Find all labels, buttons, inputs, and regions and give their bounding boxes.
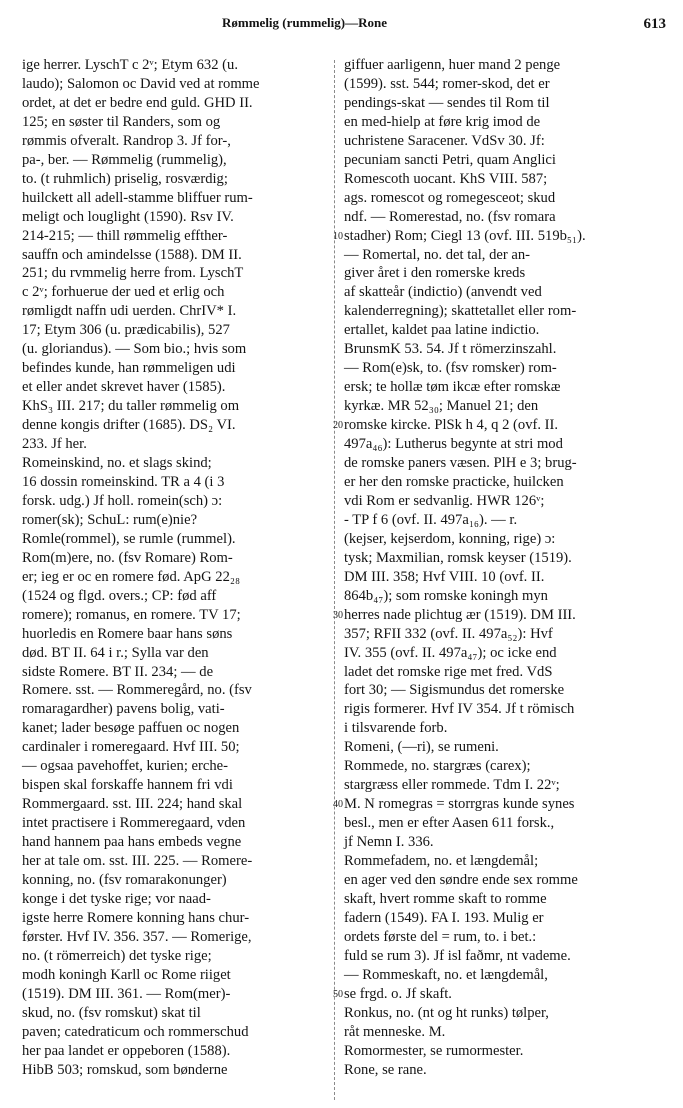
text-line (344, 416, 668, 435)
line-text: ersk; te hollæ tøm ikcæ efter romskæ (344, 379, 561, 396)
text-line (22, 246, 328, 265)
text-line (344, 1023, 668, 1042)
line-text: bispen skal forskaffe hannem fri vdi (22, 777, 233, 794)
line-text: ertallet, kaldet paa latine indictio. (344, 322, 540, 339)
text-line (344, 94, 668, 113)
line-text: giver året i den romerske kreds (344, 265, 526, 282)
text-line (344, 113, 668, 132)
text-line (344, 511, 668, 530)
line-text: 17; Etym 306 (u. prædicabilis), 527 (22, 322, 230, 339)
line-text: stadher) Rom; Ciegl 13 (ovf. III. 519b₅₁). (344, 227, 586, 244)
line-text: M. N romegras = storrgras kunde synes (344, 796, 575, 813)
text-line (22, 871, 328, 890)
text-line (344, 435, 668, 454)
running-head (0, 14, 683, 36)
line-text: stargræss eller rommede. Tdm I. 22ᵛ; (344, 777, 560, 794)
line-text: 864b₄₇); som romske koningh myn (344, 587, 548, 604)
line-text: konge i det tyske rige; vor naad- (22, 890, 211, 907)
line-text: intet practisere i Rommeregaard, vden (22, 815, 246, 832)
line-text: c 2ᵛ; forhuerue der ued et erlig och (22, 284, 225, 301)
text-line (344, 966, 668, 985)
text-line (22, 625, 328, 644)
line-text: igste herre Romere konning hans chur- (22, 909, 250, 926)
line-text: (1519). DM III. 361. — Rom(mer)- (22, 985, 231, 1002)
text-line (344, 1004, 668, 1023)
line-text: 125; en søster til Randers, som og (22, 113, 221, 130)
text-line (22, 833, 328, 852)
line-number: 40 (333, 799, 343, 811)
text-line (22, 56, 328, 75)
text-line (344, 75, 668, 94)
text-line (22, 321, 328, 340)
line-text: (1599). sst. 544; romer-skod, det er (344, 75, 550, 92)
text-line (344, 283, 668, 302)
line-text: skaft, hvert romme skaft to romme (344, 890, 547, 907)
text-line (344, 227, 668, 246)
line-text: se frgd. o. Jf skaft. (344, 985, 452, 1002)
line-text: pa-, ber. — Rømmelig (rummelig), (22, 151, 227, 168)
text-line (22, 719, 328, 738)
text-line (344, 56, 668, 75)
line-text: pecuniam sancti Petri, quam Anglici (344, 151, 556, 168)
line-text: Rommergaard. sst. III. 224; hand skal (22, 796, 243, 813)
line-text: Romle(rommel), se rumle (rummel). (22, 530, 236, 547)
line-text: — Romertal, no. det tal, der an- (344, 246, 531, 263)
line-text: Rone, se rane. (344, 1061, 427, 1078)
left-column (22, 56, 328, 1079)
text-line (344, 644, 668, 663)
line-text: — ogsaa pavehoffet, kurien; erche- (22, 758, 228, 775)
line-text: vdi Rom er sedvanlig. HWR 126ᵛ; (344, 492, 545, 509)
text-line (344, 587, 668, 606)
text-line (22, 985, 328, 1004)
text-line (344, 757, 668, 776)
line-text: laudo); Salomon oc David ved at romme (22, 75, 260, 92)
text-line (22, 663, 328, 682)
text-line (22, 587, 328, 606)
text-line (22, 227, 328, 246)
text-line (22, 340, 328, 359)
text-line (22, 1004, 328, 1023)
line-text: BrunsmK 53. 54. Jf t römerzinszahl. (344, 341, 557, 358)
text-line (22, 189, 328, 208)
line-text: meligt och louglight (1590). Rsv IV. (22, 208, 234, 225)
line-text: et eller andet skrevet haver (1585). (22, 379, 226, 396)
line-text: her paa landet er oppeboren (1588). (22, 1042, 231, 1059)
line-number: 10 (333, 230, 343, 242)
line-text: romaragardher) pavens bolig, vati- (22, 701, 225, 718)
text-line (344, 132, 668, 151)
line-number: 30 (333, 609, 343, 621)
line-text: hand hannem paa hans embeds vegne (22, 834, 242, 851)
line-text: de romske paners væsen. PlH e 3; brug- (344, 455, 577, 472)
line-text: skud, no. (fsv romskut) skat til (22, 1004, 201, 1021)
line-text: KhS₃ III. 217; du taller rømmelig om (22, 398, 240, 415)
line-text: kanet; lader besøge paffuen oc nogen (22, 720, 240, 737)
text-line (344, 890, 668, 909)
text-line (22, 776, 328, 795)
line-text: sidste Romere. BT II. 234; — de (22, 663, 214, 680)
text-line (22, 113, 328, 132)
line-text: tysk; Maxmilian, romsk keyser (1519). (344, 549, 572, 566)
column-divider (334, 60, 335, 1100)
text-line (22, 1061, 328, 1080)
text-line (344, 985, 668, 1004)
text-line (22, 492, 328, 511)
line-text: ige herrer. LyschT c 2ᵛ; Etym 632 (u. (22, 57, 238, 73)
right-column (344, 56, 668, 1079)
text-line (344, 700, 668, 719)
line-text: (kejser, kejserdom, konning, rige) ɔ: (344, 530, 556, 547)
text-line (22, 208, 328, 227)
line-text: Ronkus, no. (nt og ht runks) tølper, (344, 1004, 549, 1021)
text-line (22, 947, 328, 966)
text-line (22, 568, 328, 587)
line-text: denne kongis drifter (1685). DS₂ VI. (22, 417, 236, 434)
line-text: Rommefadem, no. et længdemål; (344, 853, 539, 870)
line-text: rigis formerer. Hvf IV 354. Jf t römisch (344, 701, 575, 718)
line-text: 251; du rvmmelig herre from. LyschT (22, 265, 244, 282)
text-line (344, 321, 668, 340)
text-line (344, 473, 668, 492)
line-text: romske kircke. PlSk h 4, q 2 (ovf. II. (344, 417, 559, 434)
text-line (22, 814, 328, 833)
line-text: i tilsvarende forb. (344, 720, 448, 737)
line-text: (u. gloriandus). — Som bio.; hvis som (22, 341, 247, 358)
line-text: er; ieg er oc en romere fød. ApG 22₂₈ (22, 568, 241, 585)
text-line (344, 871, 668, 890)
line-text: fuld se rum 3). Jf isl faðmr, nt vademe. (344, 947, 571, 964)
line-text: huorledis en Romere baar hans søns (22, 625, 233, 642)
text-line (344, 170, 668, 189)
line-text: ladet det romske rige met fred. VdS (344, 663, 553, 680)
line-text: en ager ved den søndre ende sex romme (344, 871, 578, 888)
text-line (22, 966, 328, 985)
text-line (344, 151, 668, 170)
text-line (344, 302, 668, 321)
line-text: en med-hielp at føre krig imod de (344, 113, 541, 130)
line-text: død. BT II. 64 i r.; Sylla var den (22, 644, 209, 661)
text-line (22, 302, 328, 321)
line-text: giffuer aarligenn, huer mand 2 penge (344, 57, 561, 73)
line-text: rømmis ofveralt. Randrop 3. Jf for-, (22, 132, 231, 149)
line-text: romer(sk); SchuL: rum(e)nie? (22, 511, 198, 528)
text-line (22, 852, 328, 871)
text-line (344, 795, 668, 814)
line-text: herres nade plichtug ær (1519). DM III. (344, 606, 576, 623)
text-line (22, 94, 328, 113)
text-line (344, 738, 668, 757)
line-text: — Rom(e)sk, to. (fsv romsker) rom- (344, 360, 557, 377)
line-text: modh koningh Karll oc Rome riiget (22, 966, 231, 983)
text-line (22, 1042, 328, 1061)
line-text: af skatteår (indictio) (anvendt ved (344, 284, 542, 301)
text-line (344, 189, 668, 208)
line-text: sauffn och amindelsse (1588). DM II. (22, 246, 242, 263)
text-line (22, 283, 328, 302)
line-text: her at tale om. sst. III. 225. — Romere- (22, 853, 253, 870)
line-text: Romeni, (—ri), se rumeni. (344, 739, 499, 756)
text-line (22, 738, 328, 757)
text-line (344, 208, 668, 227)
text-line (344, 776, 668, 795)
line-text: 214-215; — thill rømmelig effther- (22, 227, 228, 244)
line-text: DM III. 358; Hvf VIII. 10 (ovf. II. (344, 568, 545, 585)
text-line (22, 473, 328, 492)
line-text: kalenderregning); skattetallet eller rom- (344, 303, 577, 320)
line-text: Rom(m)ere, no. (fsv Romare) Rom- (22, 549, 233, 566)
text-line (344, 492, 668, 511)
line-text: fort 30; — Sigismundus det romerske (344, 682, 565, 699)
line-text: 16 dossin romeinskind. TR a 4 (i 3 (22, 473, 225, 490)
line-text: IV. 355 (ovf. II. 497a₄₇); oc icke end (344, 644, 557, 661)
text-line (344, 681, 668, 700)
text-line (22, 681, 328, 700)
line-text: Romeinskind, no. et slags skind; (22, 455, 212, 472)
line-text: førster. Hvf IV. 356. 357. — Romerige, (22, 928, 252, 945)
text-line (22, 511, 328, 530)
line-text: romere); romanus, en romere. TV 17; (22, 606, 241, 623)
line-text: 497a₄₆): Lutherus begynte at stri mod (344, 436, 563, 453)
text-line (22, 397, 328, 416)
line-text: fadern (1549). FA I. 193. Mulig er (344, 909, 544, 926)
text-line (344, 852, 668, 871)
text-line (22, 700, 328, 719)
text-line (22, 928, 328, 947)
line-text: (1524 og flgd. overs.; CP: fød aff (22, 587, 217, 604)
line-text: ags. romescot og romegesceot; skud (344, 189, 556, 206)
line-text: ordets første del = rum, to. i bet.: (344, 928, 537, 945)
line-text: to. (t ruhmlich) priselig, rosværdig; (22, 170, 228, 187)
text-line (22, 549, 328, 568)
text-line (22, 151, 328, 170)
text-line (344, 814, 668, 833)
text-line (344, 378, 668, 397)
text-line (22, 359, 328, 378)
line-text: 233. Jf her. (22, 436, 87, 453)
text-line (344, 264, 668, 283)
text-line (22, 644, 328, 663)
text-line (344, 359, 668, 378)
line-text: no. (t römerreich) det tyske rige; (22, 947, 212, 964)
line-text: 357; RFII 332 (ovf. II. 497a₅₂): Hvf (344, 625, 553, 642)
text-line (344, 928, 668, 947)
text-line (344, 549, 668, 568)
line-text: besl., men er efter Aasen 611 forsk., (344, 815, 555, 832)
line-text: er her den romske practicke, huilcken (344, 473, 564, 490)
text-line (344, 246, 668, 265)
line-text: - TP f 6 (ovf. II. 497a₁₆). — r. (344, 511, 518, 528)
text-line (344, 606, 668, 625)
line-number: 50 (333, 989, 343, 1001)
page-number: 613 (643, 16, 666, 32)
text-line (22, 454, 328, 473)
line-text: Romormester, se rumormester. (344, 1042, 524, 1059)
line-number: 20 (333, 420, 343, 432)
text-line (22, 530, 328, 549)
text-line (22, 416, 328, 435)
text-line (22, 795, 328, 814)
text-line (344, 568, 668, 587)
line-text: Rommede, no. stargræs (carex); (344, 758, 531, 775)
line-text: konning, no. (fsv romarakonunger) (22, 871, 227, 888)
line-text: Romere. sst. — Rommeregård, no. (fsv (22, 682, 252, 699)
line-text: Romescoth uocant. KhS VIII. 587; (344, 170, 548, 187)
text-line (22, 909, 328, 928)
line-text: befindes kunde, han rømmeligen udi (22, 360, 236, 377)
running-title: Rømmelig (rummelig)—Rone (222, 15, 387, 30)
line-text: huilckett all adell-stamme bliffuer rum- (22, 189, 253, 206)
line-text: forsk. udg.) Jf holl. romein(sch) ɔ: (22, 492, 223, 509)
text-line (22, 170, 328, 189)
line-text: cardinaler i romeregaard. Hvf III. 50; (22, 739, 240, 756)
text-line (22, 75, 328, 94)
text-line (344, 625, 668, 644)
line-text: uchristene Saracener. VdSv 30. Jf: (344, 132, 545, 149)
text-line (22, 435, 328, 454)
line-text: rømligdt naffn udi uerden. ChrIV* I. (22, 303, 237, 320)
text-line (344, 719, 668, 738)
line-text: ndf. — Romerestad, no. (fsv romara (344, 208, 556, 225)
text-line (22, 890, 328, 909)
line-text: jf Nemn I. 336. (344, 834, 434, 851)
text-line (22, 132, 328, 151)
line-text: ordet, at det er bedre end guld. GHD II. (22, 94, 253, 111)
text-line (22, 757, 328, 776)
line-text: kyrkæ. MR 52₃₀; Manuel 21; den (344, 398, 539, 415)
text-line (344, 947, 668, 966)
text-line (344, 1042, 668, 1061)
line-text: pendings-skat — sendes til Rom til (344, 94, 550, 111)
line-text: paven; catedraticum och rommerschud (22, 1023, 249, 1040)
text-line (344, 340, 668, 359)
text-line (22, 378, 328, 397)
text-line (344, 530, 668, 549)
line-text: — Rommeskaft, no. et længdemål, (344, 966, 548, 983)
text-line (344, 1061, 668, 1080)
text-line (344, 397, 668, 416)
line-text: råt menneske. M. (344, 1023, 446, 1040)
text-line (22, 1023, 328, 1042)
text-line (344, 454, 668, 473)
text-line (344, 833, 668, 852)
text-line (22, 606, 328, 625)
text-line (22, 264, 328, 283)
text-line (344, 663, 668, 682)
text-line (344, 909, 668, 928)
line-text: HibB 503; romskud, som bønderne (22, 1061, 228, 1078)
